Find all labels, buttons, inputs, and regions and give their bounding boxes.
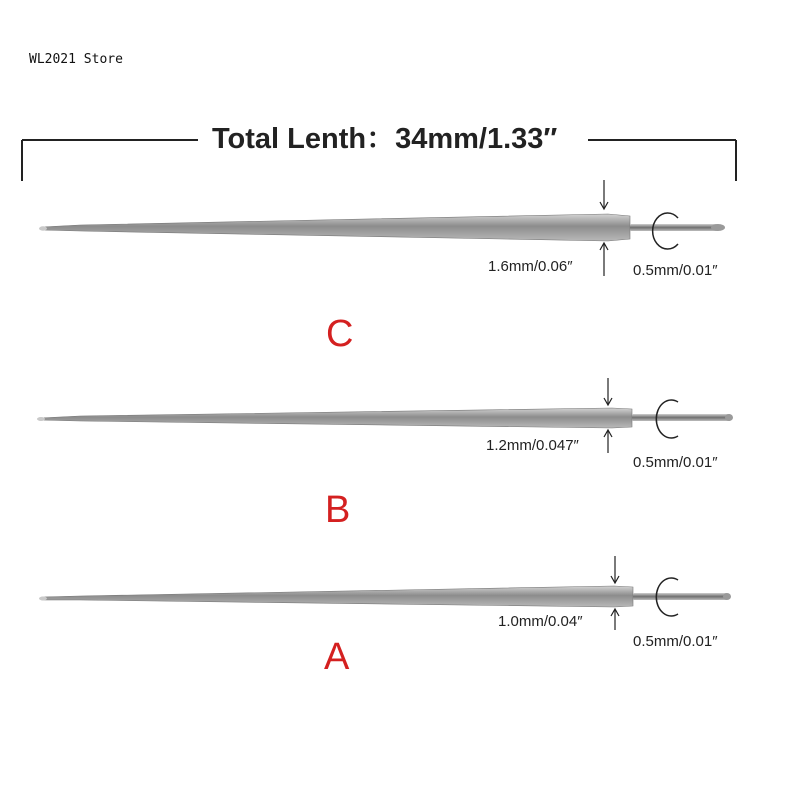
taper-pin-a (633, 593, 727, 600)
total-length-dimension (22, 123, 736, 181)
taper-pin-c (630, 224, 718, 231)
store-watermark: WL2021 Store (29, 52, 123, 67)
tip-diameter-label-b: 0.5mm/0.01″ (633, 454, 718, 471)
item-letter-b: B (325, 489, 351, 531)
taper-body-c (42, 214, 630, 241)
base-diameter-label-c: 1.6mm/0.06″ (488, 258, 573, 275)
total-length-label: Total Lenth：34mm/1.33″ (212, 123, 558, 155)
item-letter-c: C (326, 313, 354, 355)
taper-body-a (42, 586, 633, 607)
tip-diameter-label-a: 0.5mm/0.01″ (633, 633, 718, 650)
tip-diameter-label-c: 0.5mm/0.01″ (633, 262, 718, 279)
item-letter-a: A (324, 636, 350, 678)
taper-item-b (37, 378, 733, 531)
taper-item-a (39, 556, 731, 678)
taper-body-b (40, 408, 632, 428)
taper-pin-b (632, 414, 730, 421)
taper-item-c (39, 180, 725, 355)
base-diameter-label-b: 1.2mm/0.047″ (486, 437, 579, 454)
base-diameter-label-a: 1.0mm/0.04″ (498, 613, 583, 630)
